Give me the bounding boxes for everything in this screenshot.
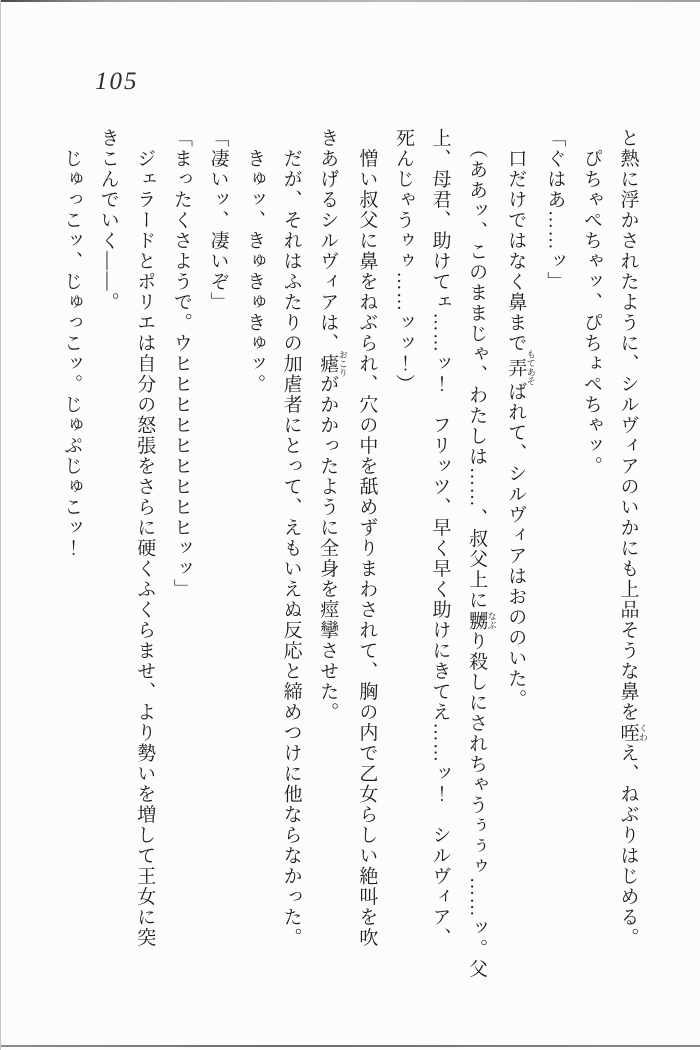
text-column <box>572 128 609 996</box>
page-edge-left-line <box>0 0 1 1050</box>
text-run: だが、それはふたりの加虐者にとって、えもいえぬ反応と締めつけに他ならなかった。 <box>280 128 302 948</box>
text-run: がかかったように全身を痙攣させた。 <box>317 374 339 723</box>
text-column <box>309 128 348 996</box>
text-column <box>421 128 458 996</box>
text-column <box>126 128 163 996</box>
text-column <box>384 128 421 996</box>
text-run: ぴちゃぺちゃッ、ぴちょぺちゃッ。 <box>580 128 602 477</box>
text-run: じゅっこッ、じゅっこッ。じゅぷじゅこッ！ <box>61 128 83 559</box>
text-run: 上、母君、助けてェ……ッ！ フリッツ、早く早く助けにきてえ……ッ！ シルヴィア、 <box>429 128 451 948</box>
ruby-annotation: 嬲 なぶ <box>466 610 497 631</box>
text-run: 「まったくさようで。ウヒヒヒヒヒヒヒヒヒッッ」 <box>170 128 192 600</box>
page-edge-top-line <box>0 0 700 2</box>
ruby-annotation: 瘧 おこり <box>317 350 348 378</box>
text-run: きこんでいく――。 <box>97 128 119 313</box>
text-run: 「凄いッ、凄いぞ」 <box>207 128 229 313</box>
page-number: 105 <box>95 68 139 95</box>
text-column <box>162 128 199 996</box>
text-column <box>235 128 272 996</box>
text-run: と熱に浮かされたように、シルヴィアのいかにも上品そうな鼻を <box>617 128 639 723</box>
page-edge-bottom-line <box>0 1045 700 1047</box>
text-run: 「ぐはあ……ッ」 <box>544 128 566 292</box>
text-column <box>536 128 573 996</box>
text-column <box>199 128 236 996</box>
text-column <box>53 128 90 996</box>
text-column <box>609 128 648 996</box>
text-run: 憎い叔父に鼻をねぶられ、穴の中を舐めずりまわされて、胸の内で乙女らしい絶叫を吹 <box>356 128 378 948</box>
text-run: 口だけではなく鼻まで <box>505 128 527 354</box>
text-column <box>89 128 126 996</box>
text-run: 死んじゃうゥゥ……ッッ！） <box>392 128 414 395</box>
text-column <box>497 128 536 996</box>
ruby-annotation: 咥 くわ <box>617 722 648 743</box>
text-run: え、ねぶりはじめる。 <box>617 743 639 948</box>
text-run: ジェラードとポリエは自分の怒張をさらに硬くふくらませ、より勢いを増して王女に突 <box>134 128 156 948</box>
ruby-annotation: 弄 もてあそ <box>505 349 536 386</box>
text-column <box>272 128 309 996</box>
text-run: きゅッ、きゅきゅきゅッ。 <box>244 128 266 395</box>
text-column <box>348 128 385 996</box>
vertical-text-block <box>53 128 649 996</box>
text-run: ばれて、シルヴィアはおののいた。 <box>505 381 527 710</box>
text-run: （ああッ、このままじゃ、わたしは……、叔父上に <box>466 128 488 611</box>
text-column <box>458 128 497 996</box>
text-run: り殺しにされちゃうぅぅゥ……ッ。父 <box>466 631 488 980</box>
text-run: きあげるシルヴィアは、 <box>317 128 339 354</box>
